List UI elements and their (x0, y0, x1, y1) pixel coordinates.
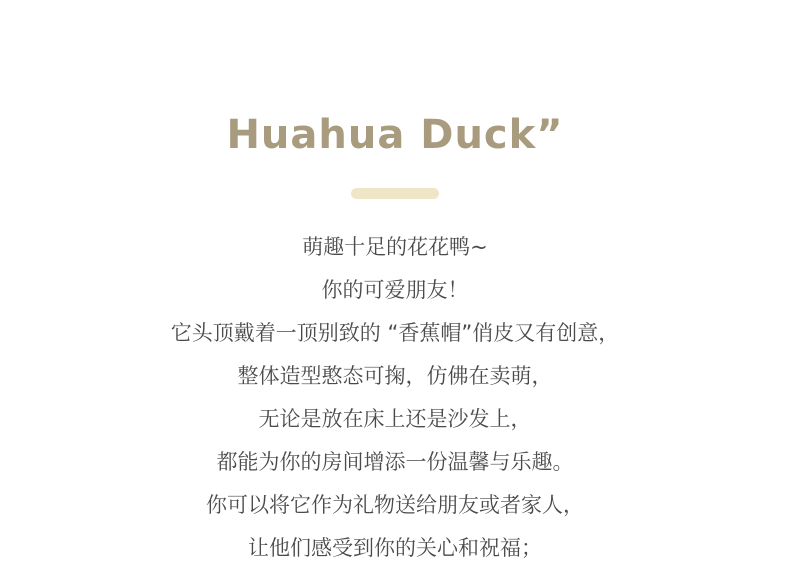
description-line: 让他们感受到你的关心和祝福； (248, 536, 542, 560)
description-line: 它头顶戴着一顶别致的 “香蕉帽”俏皮又有创意， (170, 321, 620, 345)
description-line: 萌趣十足的花花鸭~ (302, 235, 488, 259)
product-title: Huahua Duck” (226, 112, 564, 158)
description-line: 你的可爱朋友！ (321, 278, 469, 302)
description-line: 整体造型憨态可掬，仿佛在卖萌， (237, 364, 553, 388)
description-line: 你可以将它作为礼物送给朋友或者家人， (206, 493, 584, 517)
title-divider (351, 188, 439, 199)
description-line: 无论是放在床上还是沙发上， (258, 407, 532, 431)
description-line: 都能为你的房间增添一份温馨与乐趣。 (216, 450, 574, 474)
description-text (0, 226, 790, 570)
